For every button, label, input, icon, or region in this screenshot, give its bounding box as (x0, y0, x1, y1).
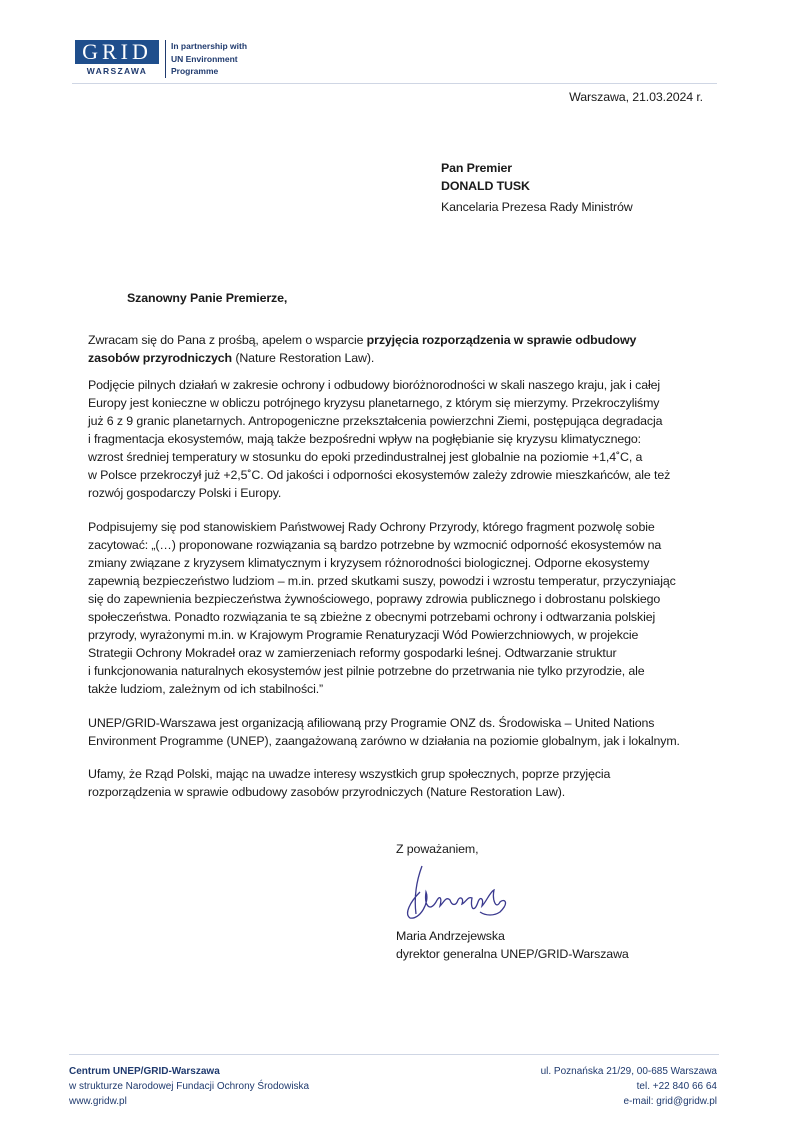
signatory-role: dyrektor generalna UNEP/GRID-Warszawa (396, 947, 629, 961)
text-line: rozporządzenia w sprawie odbudowy zasobów przyrodniczych (Nature Restoration Law). (88, 785, 566, 799)
partner-line: In partnership with (171, 41, 248, 51)
text-line: także ludziom, zależnym od ich stabilności.” (88, 682, 324, 696)
footer-address: ul. Poznańska 21/29, 00-685 Warszawa (540, 1066, 717, 1077)
paragraph-2 (88, 376, 670, 502)
text-line: wzrost średniej temperatury w stosunku do epoki przedindustralnej jest globalnie na poziomie +1,4˚C, a (88, 450, 643, 464)
recipient-name: DONALD TUSK (441, 179, 530, 193)
signature-image (400, 862, 520, 924)
grid-logo: GRID (75, 40, 159, 64)
footer-email-link[interactable]: e-mail: grid@gridw.pl (623, 1096, 717, 1107)
recipient-office: Kancelaria Prezesa Rady Ministrów (441, 200, 633, 214)
text-line: Environment Programme (UNEP), zaangażowaną zarówno w działania na poziomie globalnym, jak i lokalnym. (88, 734, 680, 748)
footer-website-link[interactable]: www.gridw.pl (69, 1096, 127, 1107)
text-line: UNEP/GRID-Warszawa jest organizacją afiliowaną przy Programie ONZ ds. Środowiska – United Nations (88, 716, 655, 730)
text-line: społeczeństwa. Ponadto rozwiązania te są zbieżne z obecnymi potrzebami ochrony i odtwarzania polskiej (88, 610, 656, 624)
signatory-name: Maria Andrzejewska (396, 929, 505, 943)
text-line: przyrody, wyrażonymi m.in. w Krajowym Programie Renaturyzacji Wód Powierzchniowych, w projekcie (88, 628, 639, 642)
signatory (396, 927, 629, 963)
footer-org: Centrum UNEP/GRID-Warszawa (69, 1066, 220, 1077)
partnership-text (171, 40, 247, 78)
footer-sub: w strukturze Narodowej Fundacji Ochrony Środowiska (69, 1081, 310, 1092)
bold-text: zasobów przyrodniczych (88, 351, 233, 365)
text-line: zacytować: „(…) proponowane rozwiązania są bardzo potrzebne by wzmocnić odporność ekosystemów na (88, 538, 662, 552)
paragraph-5 (88, 765, 610, 801)
closing: Z poważaniem, (396, 842, 479, 856)
text-line: w Polsce przekroczył już +2,5˚C. Od jakości i odporności ekosystemów zależy zdrowie mieszkańców, ale też (88, 468, 671, 482)
recipient-block (441, 159, 633, 216)
salutation: Szanowny Panie Premierze, (127, 291, 288, 305)
text-line: już 6 z 9 granic planetarnych. Antropogeniczne przekształcenia powierzchni Ziemi, postępująca degradacja (88, 414, 663, 428)
bold-text: przyjęcia rozporządzenia w sprawie odbudowy (366, 333, 637, 347)
text-line: Zwracam się do Pana z prośbą, apelem o wsparcie przyjęcia rozporządzenia w sprawie odbudowy (88, 333, 637, 347)
footer-right (541, 1064, 717, 1109)
text-line: i fragmentacja ekosystemów, mają także bezpośredni wpływ na pogłębianie się kryzysu klimatycznego: (88, 432, 641, 446)
partner-line: Programme (171, 66, 219, 76)
text-line: Podjęcie pilnych działań w zakresie ochrony i odbudowy bioróżnorodności w skali naszego kraju, jak i całej (88, 378, 661, 392)
footer-divider (69, 1054, 719, 1055)
text-line: zasobów przyrodniczych (Nature Restoration Law). (88, 351, 375, 365)
text-line: zapewnią bezpieczeństwo ludziom – m.in. przed skutkami suszy, powodzi i wzrostu temperatur, przyczyniając (88, 574, 676, 588)
partner-line: UN Environment (171, 53, 238, 64)
logo-divider (165, 40, 166, 78)
text-line: Ufamy, że Rząd Polski, mając na uwadze interesy wszystkich grup społecznych, poprze przyjęcia (88, 767, 611, 781)
footer-left (69, 1064, 309, 1109)
text-line: Europy jest konieczne w obliczu potrójnego kryzysu planetarnego, z którym się mierzymy. Przekroczyliśmy (88, 396, 660, 410)
text-line: zmiany związane z kryzysem klimatycznym i kryzysem różnorodności biologicznej. Odporne ekosystemy (88, 556, 650, 570)
footer-phone: tel. +22 840 66 64 (636, 1081, 717, 1092)
recipient-title: Pan Premier (441, 161, 512, 175)
text-line: Strategii Ochrony Mokradeł oraz w zamierzeniach reformy gospodarki leśnej. Odtwarzanie struktur (88, 646, 617, 660)
text-line: Podpisujemy się pod stanowiskiem Państwowej Rady Ochrony Przyrody, którego fragment pozwolę sobie (88, 520, 655, 534)
text-line: i funkcjonowania naturalnych ekosystemów jest pilnie potrzebne do przetrwania nie tylko przyrodzie, ale (88, 664, 645, 678)
text-line: się do zapewnienia bezpieczeństwa żywnościowego, poprawy zdrowia publicznego i dobrostanu polskiego (88, 592, 661, 606)
paragraph-4 (88, 714, 680, 750)
grid-logo-subtitle: WARSZAWA (86, 66, 148, 76)
letter-date: Warszawa, 21.03.2024 r. (569, 90, 703, 104)
header-divider (72, 83, 717, 84)
text-line: rozwój gospodarczy Polski i Europy. (88, 486, 282, 500)
paragraph-1 (88, 331, 636, 367)
paragraph-3 (88, 518, 676, 698)
